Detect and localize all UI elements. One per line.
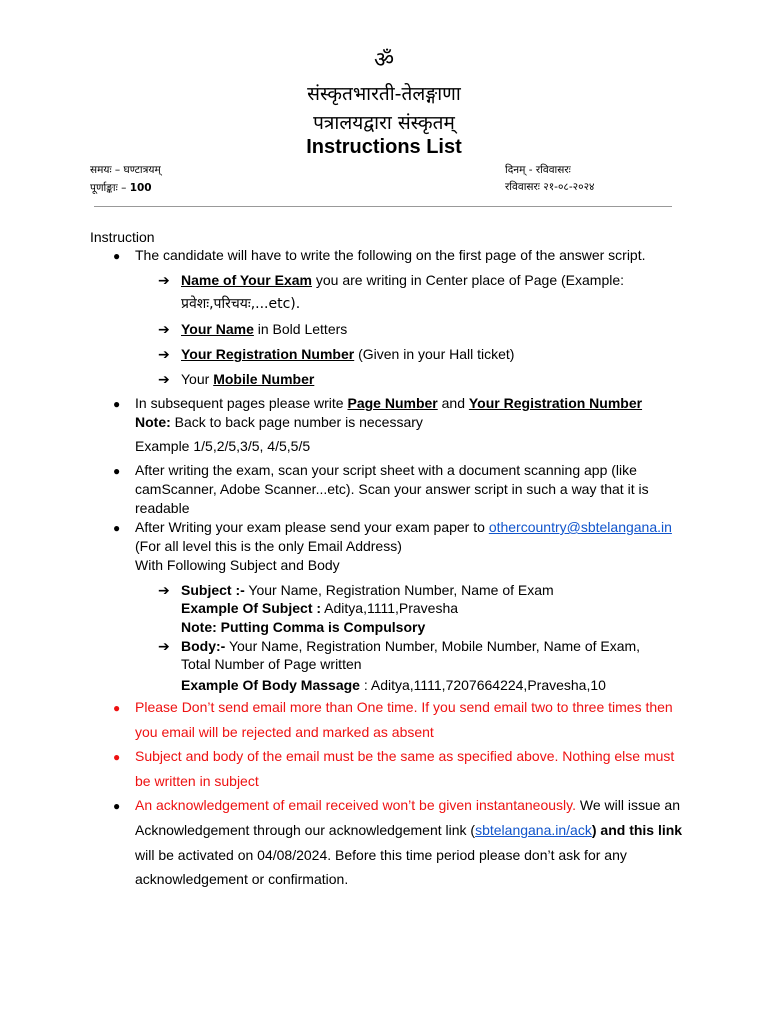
bullet-icon: ●	[113, 397, 121, 411]
bullet-icon: ●	[113, 249, 121, 263]
bullet-4-line-3: With Following Subject and Body	[135, 557, 340, 573]
body-example-label: Example Of Body Massage	[181, 677, 360, 693]
sub-item-mobile	[181, 370, 314, 389]
bullet-icon: ●	[113, 464, 121, 478]
warning-1-line-1: Please Don’t send email more than One time. If you send email two to three times then	[135, 699, 673, 715]
email-link[interactable]: othercountry@sbtelangana.in	[488, 519, 672, 535]
bullet-icon: ●	[113, 750, 121, 764]
ack-line-4: acknowledgement or confirmation.	[135, 871, 349, 887]
time-value: घण्टात्रयम्	[123, 164, 161, 176]
body-row	[181, 637, 640, 656]
ack-issue-text: We will issue an	[576, 797, 681, 813]
ack-link-prefix: Acknowledgement through our acknowledgement link (	[135, 822, 476, 838]
ack-line-2	[135, 821, 682, 840]
send-prefix: After Writing your exam please send your exam paper to	[135, 519, 489, 535]
arrow-icon: ➔	[158, 321, 170, 337]
subject-note: Note: Putting Comma is Compulsory	[181, 619, 426, 635]
bullet-2-text	[135, 394, 642, 413]
body-example-text: : Aditya,1111,7207664224,Pravesha,10	[359, 677, 606, 693]
bullet-icon: ●	[113, 799, 121, 813]
instruction-heading: Instruction	[90, 229, 155, 245]
page-number-label: Page Number	[347, 395, 438, 411]
mobile-prefix: Your	[181, 371, 214, 387]
your-name-text: in Bold Letters	[253, 321, 348, 337]
your-name-label: Your Name	[181, 321, 254, 337]
marks-row	[90, 181, 152, 195]
ack-warning: An acknowledgement of email received won’t be given instantaneously.	[135, 797, 576, 813]
marks-label: पूर्णाङ्काः –	[90, 182, 130, 194]
exam-name-example: प्रवेशः,परिचयः,...etc).	[181, 296, 301, 312]
registration-label: Your Registration Number	[181, 346, 355, 362]
exam-name-label: Name of Your Exam	[181, 272, 312, 288]
header-divider	[94, 206, 672, 207]
organization-title: संस्कृतभारती-तेलङ्गाणा	[307, 83, 461, 105]
program-title: पत्रालयद्वारा संस्कृतम्	[313, 112, 455, 134]
warning-2-line-2: be written in subject	[135, 773, 259, 789]
bullet-4-line-2: (For all level this is the only Email Address)	[135, 538, 402, 554]
bullet-icon: ●	[113, 521, 121, 535]
arrow-icon: ➔	[158, 638, 170, 654]
time-label: समयः –	[90, 164, 124, 176]
bullet-1-text: The candidate will have to write the following on the first page of the answer script.	[135, 247, 646, 263]
bullet-2-example: Example 1/5,2/5,3/5, 4/5,5/5	[135, 438, 311, 454]
ack-link[interactable]: sbtelangana.in/ack	[475, 822, 592, 838]
exam-name-text: you are writing in Center place of Page (Example:	[311, 272, 625, 288]
registration-text: (Given in your Hall ticket)	[354, 346, 515, 362]
body-example	[181, 676, 606, 695]
marks-value: 100	[129, 182, 152, 194]
subject-example-label: Example Of Subject :	[181, 600, 322, 616]
sub-item-exam-name	[181, 271, 624, 290]
om-symbol: ॐ	[373, 48, 395, 73]
bullet-3-line-2: camScanner, Adobe Scanner...etc). Scan your answer script in such a way that it is	[135, 481, 649, 497]
bullet-3-line-1: After writing the exam, scan your script sheet with a document scanning app (like	[135, 462, 637, 478]
mobile-label: Mobile Number	[213, 371, 315, 387]
subject-row	[181, 581, 554, 600]
time-row	[90, 163, 161, 177]
subject-text: Your Name, Registration Number, Name of Exam	[244, 582, 554, 598]
body-line-2: Total Number of Page written	[181, 656, 362, 672]
date-value: रविवासरः २१-०८-२०२४	[505, 181, 595, 193]
ack-line-1	[135, 796, 680, 815]
warning-1-line-2: you email will be rejected and marked as absent	[135, 724, 434, 740]
arrow-icon: ➔	[158, 582, 170, 598]
body-text: Your Name, Registration Number, Mobile Number, Name of Exam,	[225, 638, 641, 654]
note-label: Note:	[135, 414, 171, 430]
note-text: Back to back page number is necessary	[170, 414, 423, 430]
subject-example	[181, 599, 458, 618]
bullet-4-line-1	[135, 518, 672, 537]
body-label: Body:-	[181, 638, 226, 654]
arrow-icon: ➔	[158, 371, 170, 387]
bullet-3-line-3: readable	[135, 500, 190, 516]
subject-label: Subject :-	[181, 582, 245, 598]
ack-line-3: will be activated on 04/08/2024. Before this time period please don’t ask for any	[135, 847, 627, 863]
warning-2-line-1: Subject and body of the email must be the same as specified above. Nothing else must	[135, 748, 675, 764]
arrow-icon: ➔	[158, 346, 170, 362]
registration-number-label: Your Registration Number	[468, 395, 643, 411]
arrow-icon: ➔	[158, 272, 170, 288]
bullet-icon: ●	[113, 701, 121, 715]
date-label: दिनम् - रविवासरः	[505, 164, 571, 176]
and-text: and	[437, 395, 469, 411]
subject-example-text: Aditya,1111,Pravesha	[321, 600, 459, 616]
ack-link-suffix: ) and this link	[591, 822, 683, 838]
page-title: Instructions List	[306, 136, 462, 158]
page-number-prefix: In subsequent pages please write	[135, 395, 348, 411]
bullet-2-note	[135, 413, 423, 432]
sub-item-your-name	[181, 320, 347, 339]
sub-item-registration	[181, 345, 514, 364]
